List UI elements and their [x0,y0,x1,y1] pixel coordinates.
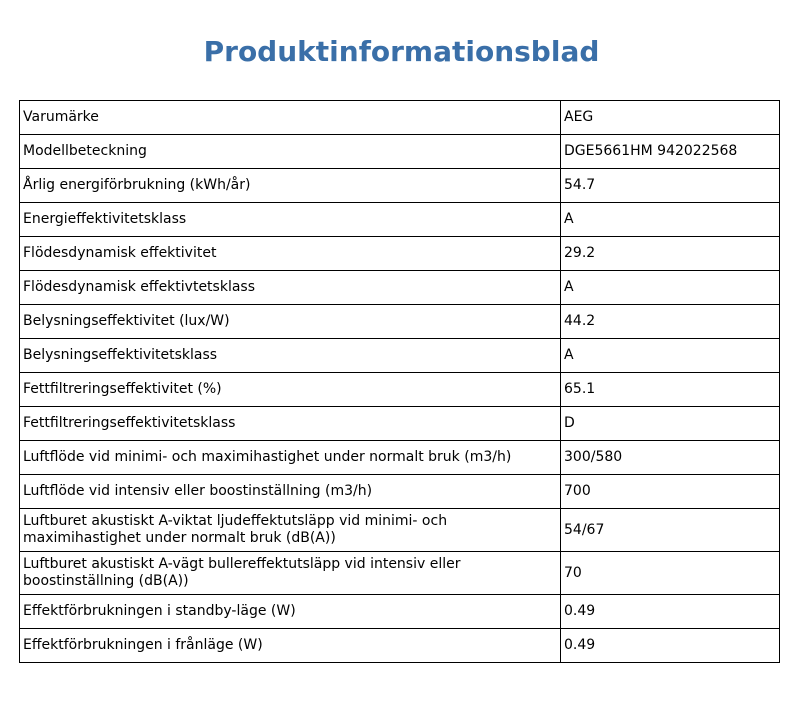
row-value: 54.7 [561,169,780,203]
table-row [20,101,780,135]
table-row [20,407,780,441]
table-row [20,552,780,595]
row-label: Luftflöde vid intensiv eller boostinställning (m3/h) [20,475,561,509]
table-row [20,237,780,271]
row-label: Belysningseffektivitet (lux/W) [20,305,561,339]
table-row [20,441,780,475]
row-label: Belysningseffektivitetsklass [20,339,561,373]
table-row [20,203,780,237]
row-label: Fettfiltreringseffektivitet (%) [20,373,561,407]
row-label: Luftburet akustiskt A-vägt bullereffektutsläpp vid intensiv eller boostinställning (dB(A)) [20,552,561,595]
row-label: Varumärke [20,101,561,135]
row-label: Luftflöde vid minimi- och maximihastighet under normalt bruk (m3/h) [20,441,561,475]
page-title: Produktinformationsblad [203,35,600,68]
row-label: Flödesdynamisk effektivitet [20,237,561,271]
row-label: Effektförbrukningen i standby-läge (W) [20,595,561,629]
row-label: Modellbeteckning [20,135,561,169]
row-value: AEG [561,101,780,135]
row-label: Årlig energiförbrukning (kWh/år) [20,169,561,203]
row-value: 700 [561,475,780,509]
row-value: D [561,407,780,441]
row-label: Luftburet akustiskt A-viktat ljudeffektutsläpp vid minimi- och maximihastighet under normalt bruk (dB(A)) [20,509,561,552]
table-row [20,475,780,509]
row-value: DGE5661HM 942022568 [561,135,780,169]
row-value: 70 [561,552,780,595]
table-row [20,373,780,407]
row-value: 0.49 [561,629,780,663]
row-label: Effektförbrukningen i frånläge (W) [20,629,561,663]
row-value: 54/67 [561,509,780,552]
row-label: Energieffektivitetsklass [20,203,561,237]
row-value: A [561,271,780,305]
table-row [20,169,780,203]
table-row [20,509,780,552]
table-row [20,271,780,305]
row-value: A [561,339,780,373]
row-value: 300/580 [561,441,780,475]
table-row [20,135,780,169]
table-row [20,595,780,629]
row-value: 65.1 [561,373,780,407]
table-row [20,305,780,339]
row-label: Fettfiltreringseffektivitetsklass [20,407,561,441]
row-value: 0.49 [561,595,780,629]
table-row [20,629,780,663]
row-label: Flödesdynamisk effektivtetsklass [20,271,561,305]
product-info-table [19,100,780,663]
row-value: A [561,203,780,237]
row-value: 29.2 [561,237,780,271]
table-row [20,339,780,373]
row-value: 44.2 [561,305,780,339]
